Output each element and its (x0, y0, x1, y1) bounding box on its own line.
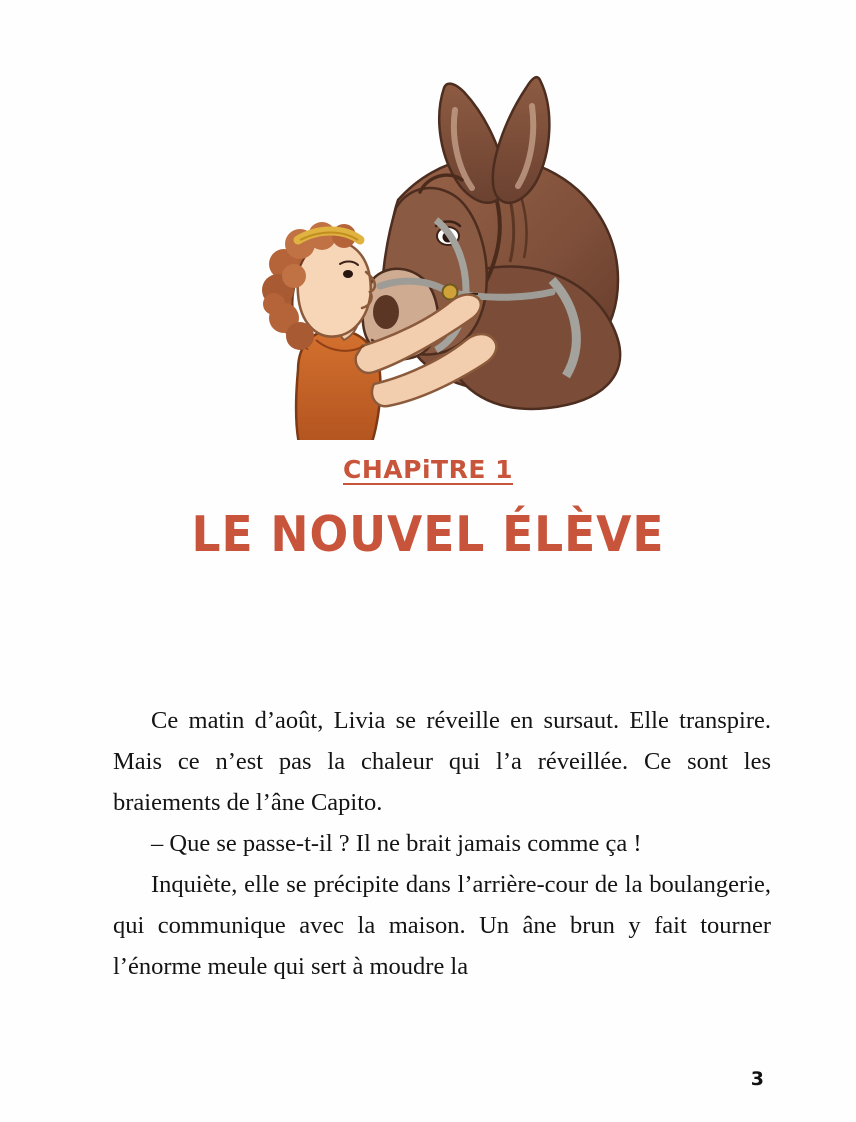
page-number: 3 (750, 1068, 764, 1090)
illustration-svg (148, 40, 708, 440)
girl-and-donkey-illustration (0, 40, 856, 440)
girl-eye (343, 270, 353, 278)
paragraph-2-dialogue: – Que se passe-t-il ? Il ne brait jamais comme ça ! (151, 830, 642, 857)
chapter-title: LE NOUVEL ÉLÈVE (191, 506, 665, 563)
body-text (113, 700, 771, 987)
chapter-heading (0, 455, 856, 563)
donkey-nostril (373, 295, 399, 329)
paragraph-3: Inquiète, elle se précipite dans l’arrière-cour de la boulangerie, qui communique avec la maison. Un âne brun y fait tourner l’énorme meule qui sert à moudre la (113, 871, 771, 980)
paragraph-1: Ce matin d’août, Livia se réveille en sursaut. Elle transpire. Mais ce n’est pas la chaleur qui l’a réveillée. Ce sont les braiements de l’âne Capito. (113, 707, 771, 816)
chapter-label: CHAPiTRE 1 (343, 455, 513, 484)
